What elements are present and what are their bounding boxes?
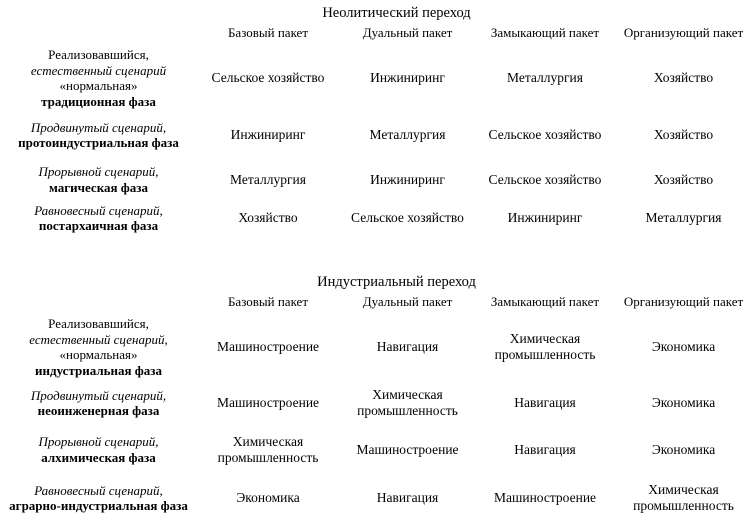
table-row bbox=[0, 427, 753, 472]
table-cell: Химическая промышленность bbox=[217, 433, 319, 465]
row-label-line: «нормальная» bbox=[59, 347, 138, 362]
table-row bbox=[0, 472, 753, 524]
table-row bbox=[0, 110, 753, 160]
table-title-neolithic: Неолитический переход bbox=[322, 5, 471, 21]
header-cell-dual: Дуальный пакет bbox=[362, 294, 453, 309]
table-cell: Машиностроение bbox=[216, 339, 320, 354]
table-cell: Хозяйство bbox=[653, 70, 714, 85]
table-row bbox=[0, 160, 753, 199]
table-body-industrial bbox=[0, 315, 753, 524]
row-label bbox=[0, 110, 197, 160]
table-cell: Экономика bbox=[236, 490, 300, 505]
header-cell-label bbox=[0, 291, 197, 315]
table-cell: Сельское хозяйство bbox=[488, 171, 602, 187]
table-cell: Химическая промышленность bbox=[633, 482, 734, 513]
row-label-line: Прорывной сценарий, bbox=[38, 434, 159, 449]
header-cell-dual: Дуальный пакет bbox=[362, 25, 453, 40]
table-cell: Экономика bbox=[651, 339, 716, 354]
header-cell-base: Базовый пакет bbox=[227, 25, 309, 40]
header-cell-closing: Замыкающий пакет bbox=[490, 25, 600, 40]
row-label-line: постархаичная фаза bbox=[38, 218, 159, 233]
row-label bbox=[0, 160, 197, 199]
row-label-line: традиционная фаза bbox=[41, 93, 156, 109]
row-label-line: естественный сценарий bbox=[30, 62, 167, 78]
table-cell: Химическая промышленность bbox=[494, 331, 596, 362]
table-cell: Инжиниринг bbox=[230, 127, 306, 142]
row-label-line: естественный сценарий, bbox=[29, 331, 168, 347]
table-cell: Экономика bbox=[651, 441, 716, 457]
header-cell-label bbox=[0, 22, 197, 46]
row-label-line: магическая фаза bbox=[49, 179, 148, 195]
table-cell: Сельское хозяйство bbox=[211, 70, 325, 85]
table-row bbox=[0, 315, 753, 379]
table-cell: Металлургия bbox=[645, 210, 722, 225]
row-label bbox=[0, 379, 197, 427]
table-cell: Сельское хозяйство bbox=[351, 210, 464, 225]
row-label-line: Реализовавшийся, bbox=[48, 47, 149, 62]
row-label-line: индустриальная фаза bbox=[35, 362, 162, 378]
row-label-line: алхимическая фаза bbox=[41, 449, 156, 465]
table-cell: Хозяйство bbox=[653, 127, 714, 142]
table-header-industrial bbox=[0, 291, 753, 315]
matrix-table-industrial bbox=[0, 291, 753, 524]
table-cell: Металлургия bbox=[507, 70, 583, 85]
row-label-line: Равновесный сценарий, bbox=[34, 482, 163, 498]
row-label-line: Прорывной сценарий, bbox=[38, 164, 159, 179]
table-gap-spacer bbox=[0, 237, 753, 273]
matrix-table-neolithic bbox=[0, 22, 753, 237]
table-row bbox=[0, 199, 753, 237]
row-label-line: Реализовавшийся, bbox=[48, 316, 149, 331]
row-label bbox=[0, 472, 197, 524]
table-cell: Машиностроение bbox=[356, 441, 459, 457]
table-header-neolithic bbox=[0, 22, 753, 46]
table-cell: Экономика bbox=[651, 395, 716, 410]
row-label bbox=[0, 315, 197, 379]
row-label bbox=[0, 199, 197, 237]
table-cell: Инжиниринг bbox=[370, 70, 445, 85]
table-block-industrial bbox=[0, 273, 753, 524]
table-cell: Навигация bbox=[376, 339, 439, 354]
table-cell: Хозяйство bbox=[653, 171, 714, 187]
table-cell: Навигация bbox=[514, 395, 576, 410]
header-cell-closing: Замыкающий пакет bbox=[490, 294, 600, 309]
table-cell: Навигация bbox=[376, 490, 439, 505]
row-label-line: «нормальная» bbox=[59, 78, 138, 93]
table-row bbox=[0, 379, 753, 427]
header-row bbox=[0, 291, 753, 315]
table-cell: Инжиниринг bbox=[507, 210, 583, 225]
table-cell: Химическая промышленность bbox=[357, 387, 458, 418]
table-title-industrial: Индустриальный переход bbox=[317, 274, 476, 290]
row-label-line: Равновесный сценарий, bbox=[34, 202, 163, 218]
row-label-line: неоинженерная фаза bbox=[37, 403, 160, 418]
table-cell: Хозяйство bbox=[238, 210, 298, 225]
table-cell: Инжиниринг bbox=[370, 171, 445, 187]
table-cell: Металлургия bbox=[230, 171, 306, 187]
table-cell: Навигация bbox=[514, 441, 576, 457]
row-label-line: Продвинутый сценарий, bbox=[30, 387, 167, 403]
header-cell-base: Базовый пакет bbox=[227, 294, 309, 309]
table-block-neolithic bbox=[0, 4, 753, 237]
row-label-line: протоиндустриальная фаза bbox=[18, 135, 179, 150]
table-row bbox=[0, 46, 753, 110]
row-label-line: Продвинутый сценарий, bbox=[30, 119, 167, 135]
table-body-neolithic bbox=[0, 46, 753, 237]
row-label-line: аграрно-индустриальная фаза bbox=[9, 498, 188, 513]
row-label bbox=[0, 427, 197, 472]
header-cell-organizing: Организующий пакет bbox=[623, 294, 744, 309]
header-row bbox=[0, 22, 753, 46]
table-cell: Машиностроение bbox=[216, 395, 320, 410]
table-cell: Сельское хозяйство bbox=[488, 127, 602, 142]
table-cell: Машиностроение bbox=[493, 490, 597, 505]
row-label bbox=[0, 46, 197, 110]
header-cell-organizing: Организующий пакет bbox=[623, 25, 744, 40]
table-cell: Металлургия bbox=[369, 127, 446, 142]
